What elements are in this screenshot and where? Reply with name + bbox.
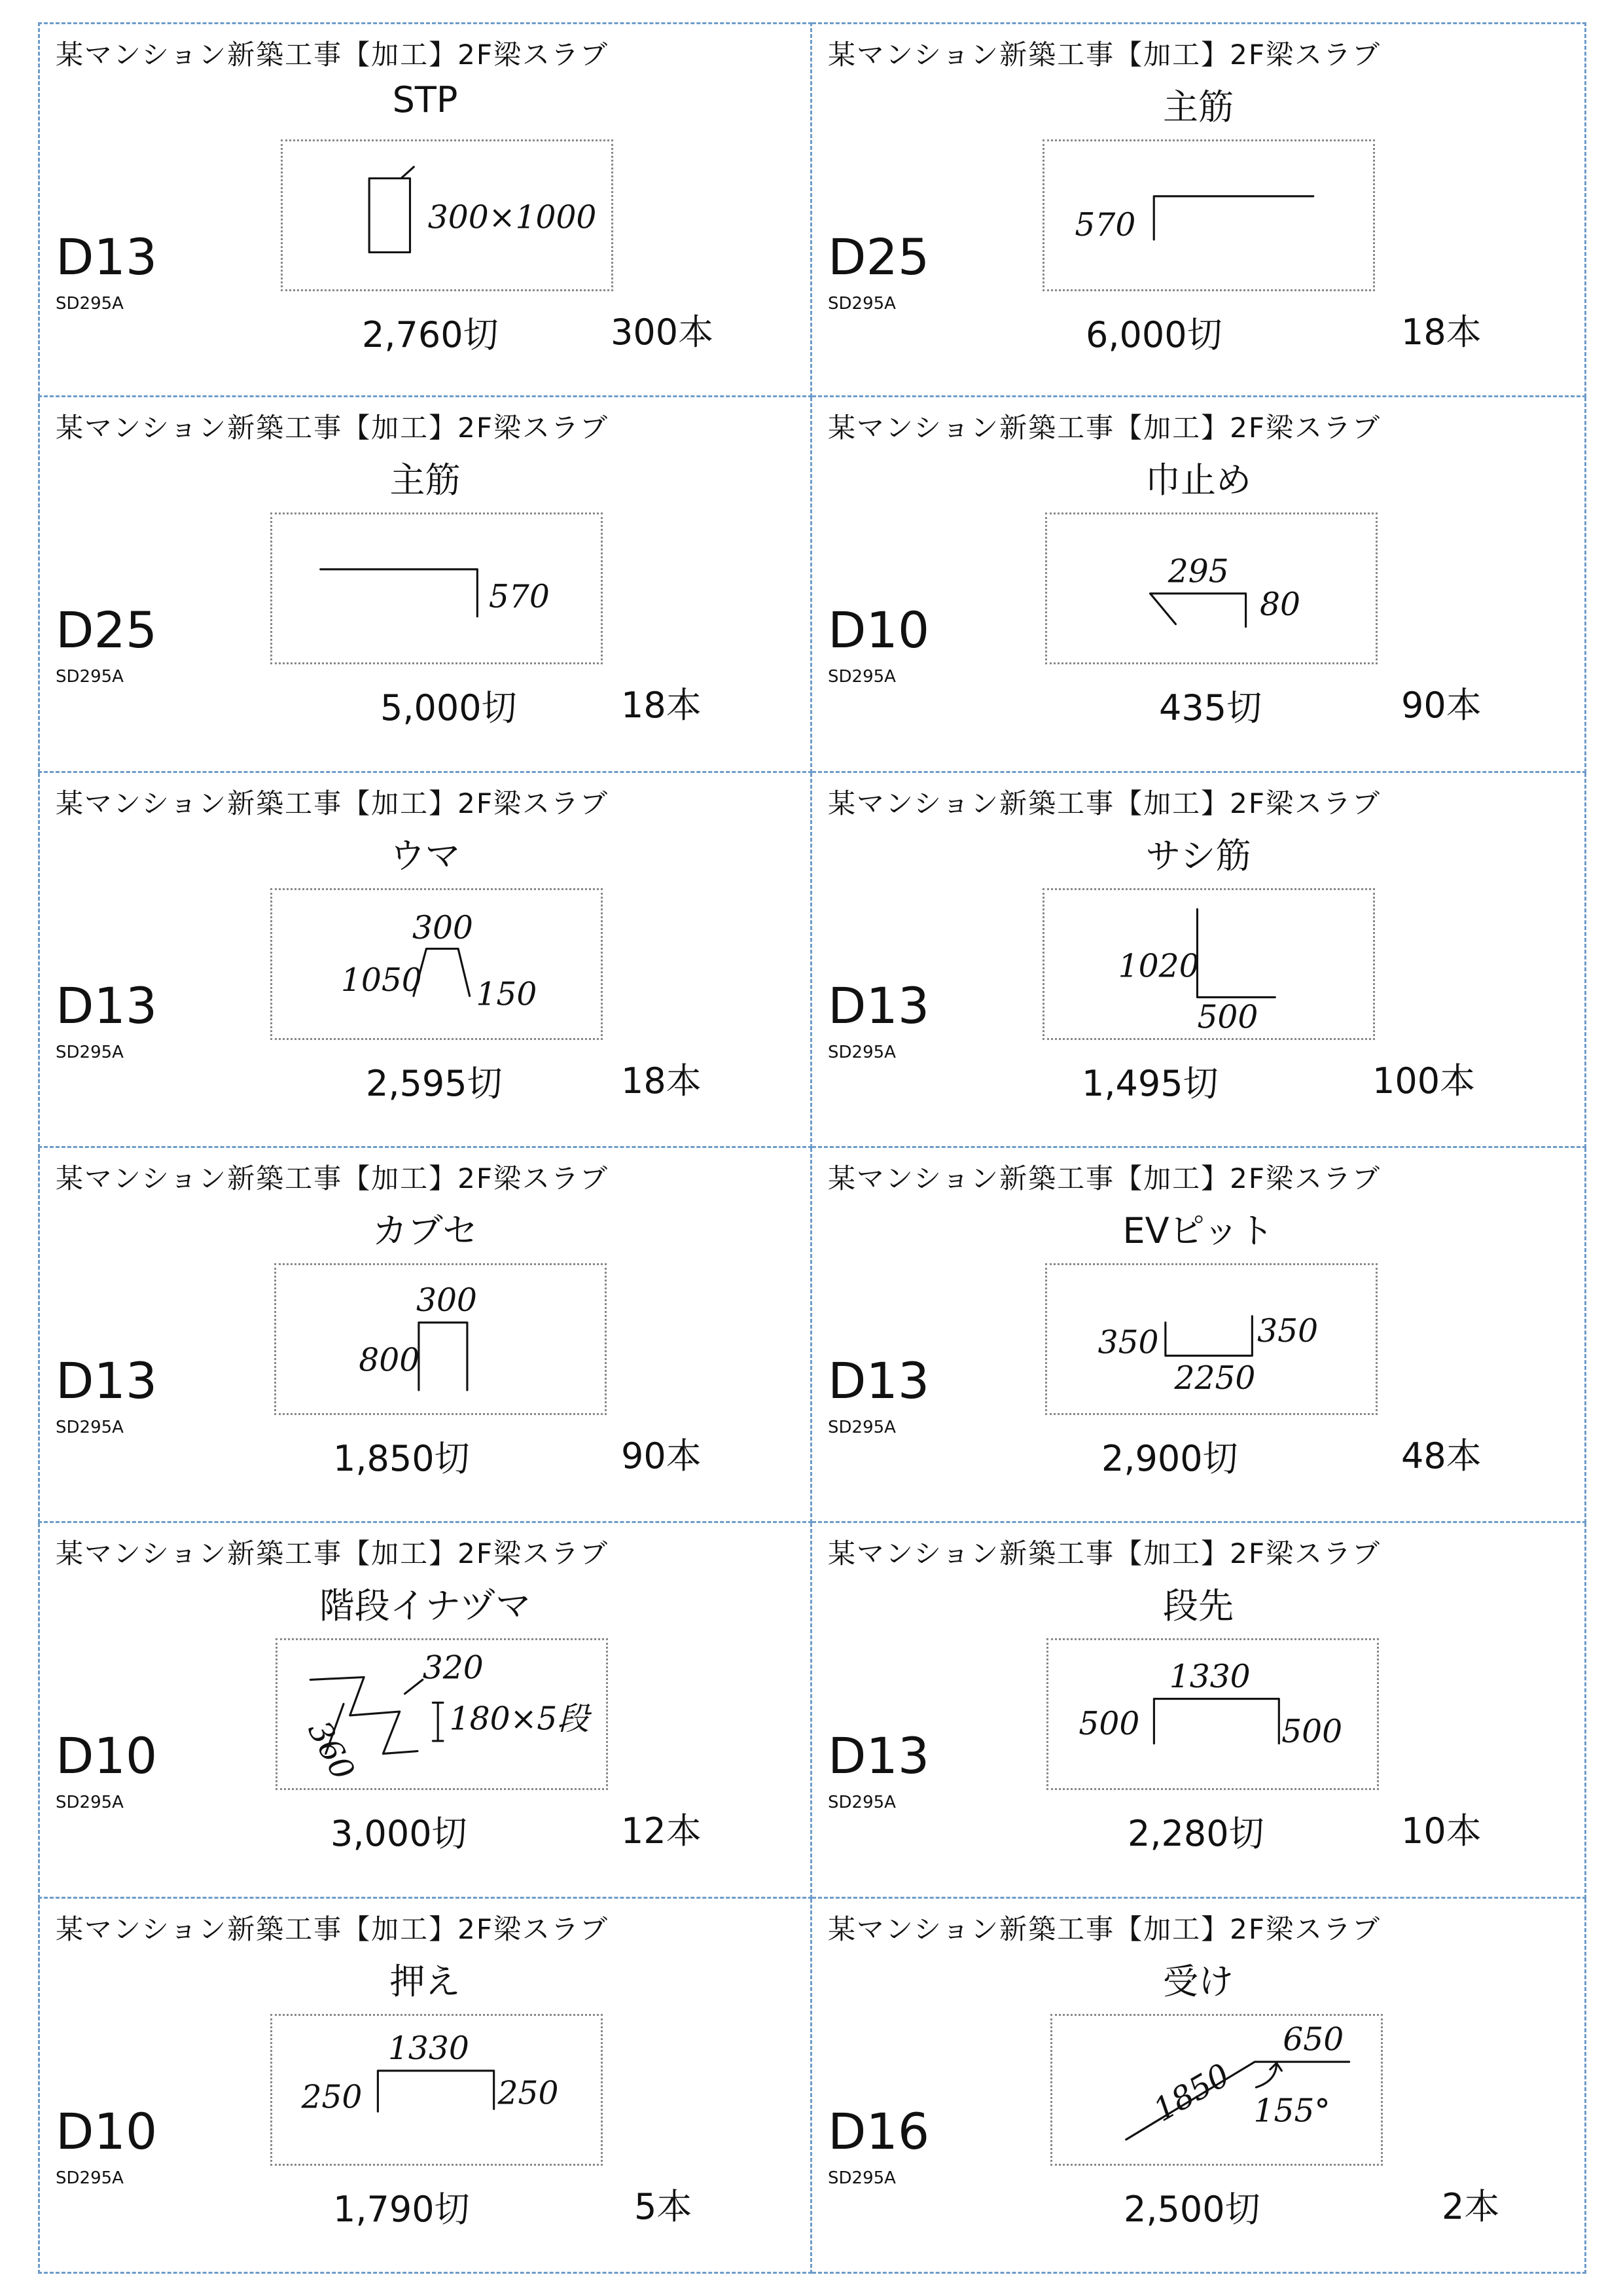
- dimension-label: 150: [476, 976, 537, 1013]
- part-name: 主筋: [389, 459, 461, 501]
- dimension-label: 1330: [1169, 1659, 1251, 1696]
- part-name: カブセ: [372, 1210, 478, 1251]
- dimension-label: 500: [1197, 999, 1258, 1036]
- piece-count: 90本: [621, 1435, 702, 1477]
- job-title: 某マンション新築工事【加工】2F梁スラブ: [56, 1537, 609, 1570]
- job-title: 某マンション新築工事【加工】2F梁スラブ: [828, 39, 1381, 71]
- label-sheet: [38, 22, 1586, 2274]
- piece-count: 300本: [611, 312, 714, 353]
- dimension-label: 500: [1079, 1706, 1140, 1743]
- part-name: EVピット: [1122, 1210, 1274, 1251]
- dimension-label: 320: [422, 1649, 484, 1687]
- dimension-label: 350: [1257, 1312, 1319, 1350]
- rebar-label-card: [38, 1899, 812, 2274]
- job-title: 某マンション新築工事【加工】2F梁スラブ: [56, 39, 609, 71]
- dimension-label: 360: [300, 1715, 362, 1787]
- bend-sketch: [1045, 1263, 1378, 1415]
- cut-length: 5,000切: [380, 687, 517, 729]
- job-title: 某マンション新築工事【加工】2F梁スラブ: [828, 1912, 1381, 1945]
- steel-grade: SD295A: [56, 1793, 124, 1813]
- dimension-label: 180×5段: [449, 1700, 590, 1738]
- job-title: 某マンション新築工事【加工】2F梁スラブ: [56, 412, 609, 444]
- dimension-label: 570: [1075, 207, 1136, 244]
- job-title: 某マンション新築工事【加工】2F梁スラブ: [828, 1162, 1381, 1194]
- cut-length: 1,850切: [333, 1437, 470, 1479]
- rebar-label-card: [812, 1899, 1586, 2274]
- piece-count: 18本: [621, 685, 702, 726]
- cut-length: 2,500切: [1124, 2188, 1260, 2230]
- dimension-label: 295: [1168, 553, 1229, 590]
- part-name: 巾止め: [1145, 459, 1251, 501]
- piece-count: 90本: [1401, 685, 1482, 726]
- rebar-label-card: [812, 1148, 1586, 1523]
- dimension-label: 800: [359, 1342, 420, 1379]
- cut-length: 2,760切: [362, 314, 499, 355]
- piece-count: 18本: [1401, 312, 1482, 353]
- dimension-label: 1050: [340, 961, 422, 999]
- dimension-label: 350: [1097, 1324, 1159, 1361]
- rebar-label-card: [812, 773, 1586, 1148]
- dimension-label: 300×1000: [427, 199, 597, 236]
- steel-grade: SD295A: [828, 2168, 896, 2188]
- bend-sketch: [270, 888, 603, 1040]
- cut-length: 1,495切: [1082, 1062, 1219, 1104]
- bend-sketch: [270, 512, 603, 664]
- dimension-label: 650: [1283, 2021, 1344, 2058]
- cut-length: 2,280切: [1128, 1813, 1264, 1855]
- rebar-label-card: [38, 397, 812, 772]
- steel-grade: SD295A: [828, 294, 896, 314]
- dimension-label: 300: [416, 1282, 477, 1319]
- bend-sketch: [1043, 139, 1375, 291]
- steel-grade: SD295A: [828, 1793, 896, 1813]
- steel-grade: SD295A: [56, 1417, 124, 1437]
- rebar-label-card: [38, 22, 812, 397]
- part-name: 受け: [1163, 1960, 1234, 2002]
- rebar-label-card: [38, 773, 812, 1148]
- steel-grade: SD295A: [56, 667, 124, 687]
- steel-grade: SD295A: [56, 2168, 124, 2188]
- bar-diameter: D25: [56, 601, 158, 660]
- bar-diameter: D16: [828, 2102, 930, 2161]
- bar-diameter: D10: [56, 1727, 158, 1785]
- bend-sketch: [1045, 512, 1378, 664]
- bar-diameter: D13: [828, 1351, 930, 1410]
- job-title: 某マンション新築工事【加工】2F梁スラブ: [828, 412, 1381, 444]
- bend-sketch: [276, 1638, 608, 1790]
- job-title: 某マンション新築工事【加工】2F梁スラブ: [56, 1912, 609, 1945]
- dimension-label: 250: [301, 2078, 363, 2115]
- dimension-label: 2250: [1174, 1359, 1256, 1397]
- dimension-label: 1850: [1147, 2056, 1236, 2129]
- bend-sketch: [1050, 2014, 1383, 2166]
- cut-length: 3,000切: [330, 1813, 467, 1855]
- cut-length: 1,790切: [333, 2188, 470, 2230]
- bar-diameter: D13: [828, 976, 930, 1035]
- rebar-label-card: [812, 1523, 1586, 1898]
- cut-length: 6,000切: [1086, 314, 1222, 355]
- rebar-label-card: [812, 22, 1586, 397]
- bend-sketch: [270, 2014, 603, 2166]
- bend-sketch: [1046, 1638, 1379, 1790]
- dimension-label: 250: [497, 2075, 559, 2112]
- piece-count: 100本: [1372, 1060, 1476, 1102]
- bar-diameter: D13: [56, 228, 158, 286]
- rebar-label-card: [38, 1148, 812, 1523]
- bend-sketch: [281, 139, 613, 291]
- dimension-label: 300: [412, 909, 473, 946]
- bar-diameter: D25: [828, 228, 930, 286]
- piece-count: 2本: [1442, 2185, 1500, 2227]
- piece-count: 10本: [1401, 1810, 1482, 1852]
- bar-diameter: D13: [56, 1351, 158, 1410]
- steel-grade: SD295A: [828, 1042, 896, 1062]
- job-title: 某マンション新築工事【加工】2F梁スラブ: [828, 787, 1381, 819]
- rebar-label-card: [812, 397, 1586, 772]
- steel-grade: SD295A: [828, 667, 896, 687]
- bend-sketch: [274, 1263, 607, 1415]
- steel-grade: SD295A: [56, 294, 124, 314]
- part-name: 押え: [389, 1960, 461, 2002]
- job-title: 某マンション新築工事【加工】2F梁スラブ: [56, 1162, 609, 1194]
- bar-diameter: D13: [56, 976, 158, 1035]
- bar-diameter: D13: [828, 1727, 930, 1785]
- dimension-label: 80: [1260, 586, 1300, 624]
- job-title: 某マンション新築工事【加工】2F梁スラブ: [56, 787, 609, 819]
- rebar-label-card: [38, 1523, 812, 1898]
- piece-count: 48本: [1401, 1435, 1482, 1477]
- part-name: 主筋: [1163, 86, 1234, 128]
- piece-count: 5本: [634, 2185, 692, 2227]
- cut-length: 435切: [1159, 687, 1262, 729]
- bar-diameter: D10: [56, 2102, 158, 2161]
- dimension-label: 1020: [1118, 948, 1200, 985]
- bend-sketch: [1043, 888, 1375, 1040]
- bar-diameter: D10: [828, 601, 930, 660]
- part-name: ウマ: [389, 834, 461, 876]
- part-name: 段先: [1163, 1585, 1234, 1627]
- piece-count: 12本: [621, 1810, 702, 1852]
- dimension-label: 500: [1281, 1713, 1343, 1751]
- piece-count: 18本: [621, 1060, 702, 1102]
- cut-length: 2,595切: [366, 1062, 503, 1104]
- steel-grade: SD295A: [56, 1042, 124, 1062]
- part-name: 階段イナヅマ: [319, 1585, 531, 1627]
- dimension-label: 570: [488, 579, 550, 616]
- steel-grade: SD295A: [828, 1417, 896, 1437]
- part-name: サシ筋: [1145, 834, 1251, 876]
- cut-length: 2,900切: [1101, 1437, 1238, 1479]
- part-name: STP: [392, 79, 458, 120]
- job-title: 某マンション新築工事【加工】2F梁スラブ: [828, 1537, 1381, 1570]
- dimension-label: 155°: [1253, 2092, 1330, 2130]
- dimension-label: 1330: [387, 2030, 469, 2067]
